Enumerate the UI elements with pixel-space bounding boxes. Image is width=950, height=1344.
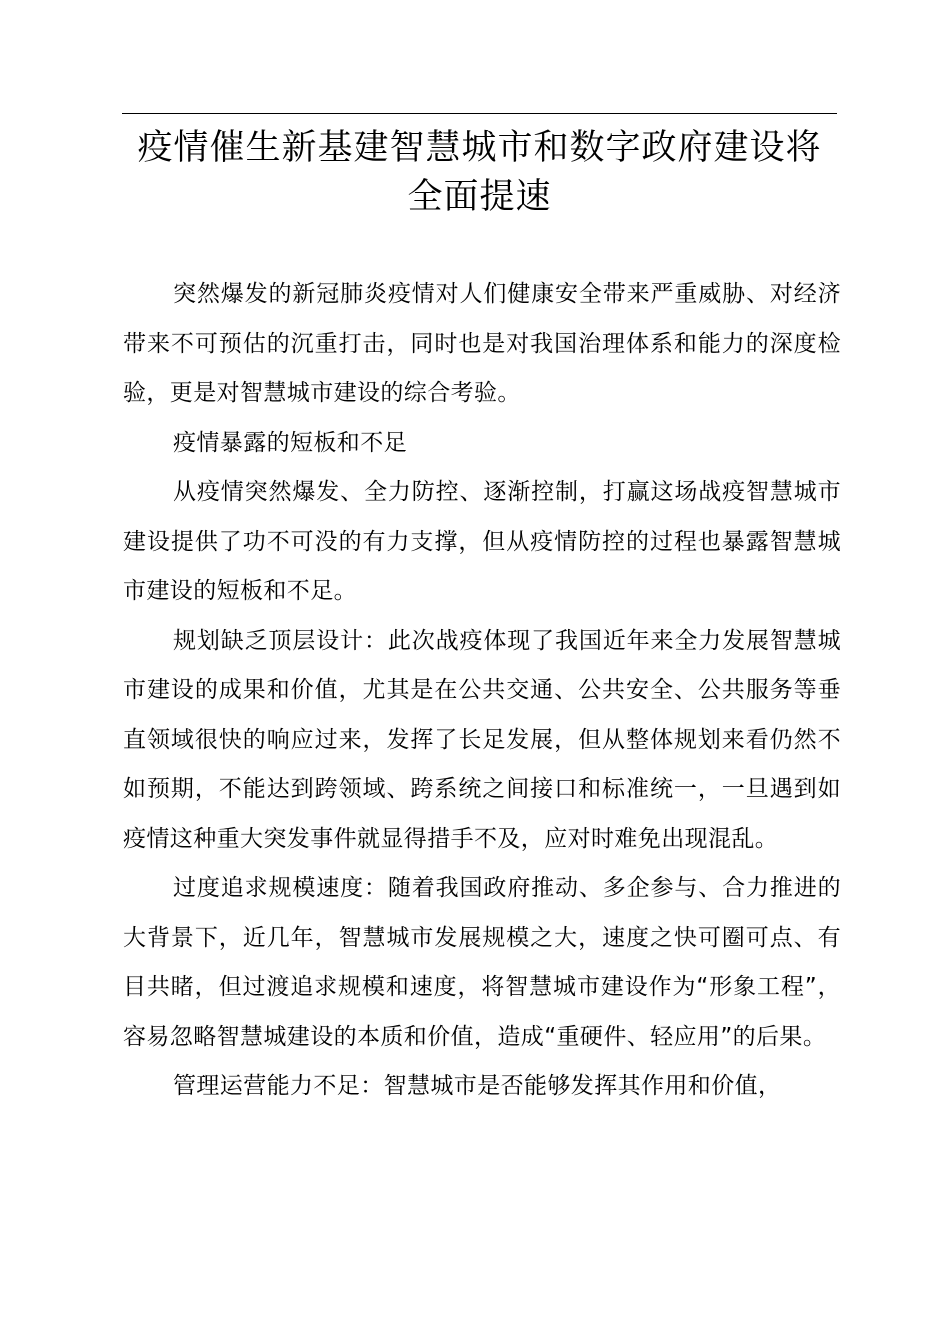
section-heading: 疫情暴露的短板和不足: [173, 429, 407, 456]
paragraph-scale: 过度追求规模速度：随着我国政府推动、多企参与、合力推进的大背景下，近几年，智慧城市发展规模之大，速度之快可圈可点、有目共睹，但过渡追求规模和速度，将智慧城市建设作为“形象工程”，容易忽略智慧城建设的本质和价值，造成“重硬件、轻应用”的后果。: [123, 875, 841, 1050]
header-rule: [122, 113, 837, 114]
paragraph-management: 管理运营能力不足：智慧城市是否能够发挥其作用和价值，: [173, 1073, 782, 1099]
paragraph-planning: 规划缺乏顶层设计：此次战疫体现了我国近年来全力发展智慧城市建设的成果和价值，尤其是在公共交通、公共安全、公共服务等垂直领域很快的响应过来，发挥了长足发展，但从整体规划来看仍然不如预期，不能达到跨领域、跨系统之间接口和标准统一，一旦遇到如疫情这种重大突发事件就显得措手不及，应对时难免出现混乱。: [123, 627, 841, 852]
paragraph-overview: 从疫情突然爆发、全力防控、逐渐控制，打赢这场战疫智慧城市建设提供了功不可没的有力支撑，但从疫情防控的过程也暴露智慧城市建设的短板和不足。: [123, 479, 841, 604]
document-body: [123, 270, 841, 1112]
paragraph-intro: 突然爆发的新冠肺炎疫情对人们健康安全带来严重威胁、对经济带来不可预估的沉重打击，同时也是对我国治理体系和能力的深度检验，更是对智慧城市建设的综合考验。: [123, 281, 841, 406]
document-title: 疫情催生新基建智慧城市和数字政府建设将全面提速: [137, 128, 822, 217]
